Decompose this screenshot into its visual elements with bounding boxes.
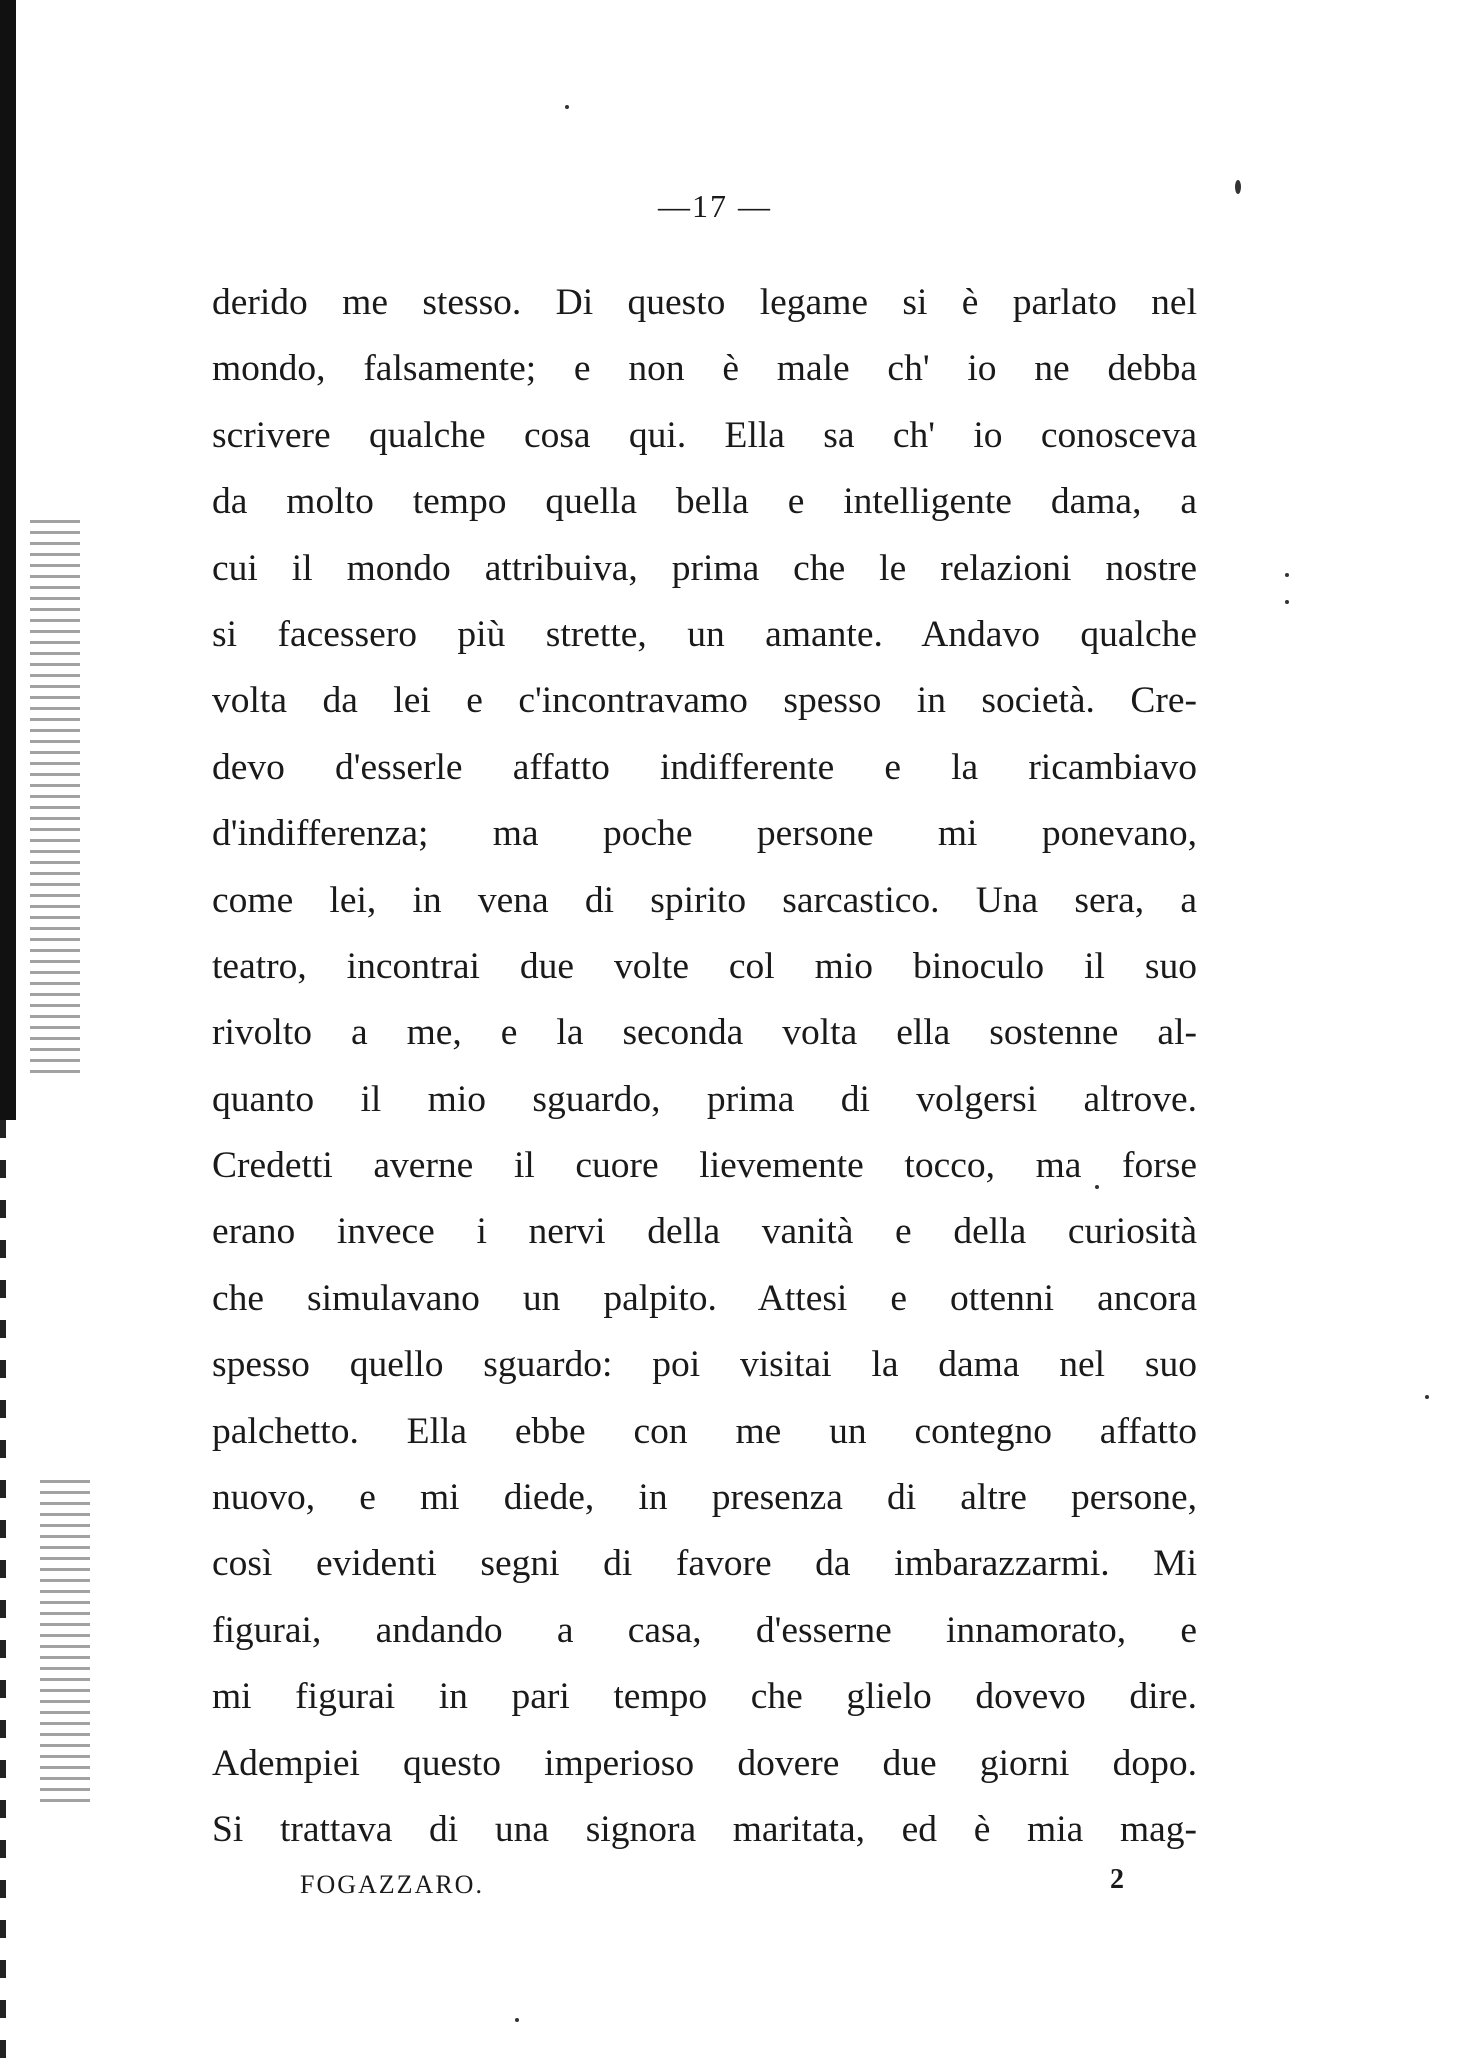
scan-speck	[1285, 573, 1289, 577]
text-line: che simulavano un palpito. Attesi e ottenni ancora	[212, 1277, 1197, 1319]
text-line: Credetti averne il cuore lievemente tocco, ma forse	[212, 1145, 1197, 1187]
text-line: figurai, andando a casa, d'esserne innamorato, e	[212, 1609, 1197, 1651]
page-number: —17 —	[658, 188, 772, 224]
signature-mark: 2	[1110, 1864, 1124, 1895]
text-line: palchetto. Ella ebbe con me un contegno affatto	[212, 1410, 1197, 1452]
text-line: Adempiei questo imperioso dovere due giorni dopo.	[212, 1742, 1197, 1784]
text-line: spesso quello sguardo: poi visitai la dama nel suo	[212, 1344, 1197, 1386]
text-line: nuovo, e mi diede, in presenza di altre persone,	[212, 1477, 1197, 1519]
binding-edge-lower	[0, 1120, 6, 2070]
text-line: derido me stesso. Di questo legame si è parlato nel	[212, 282, 1197, 323]
text-line: devo d'esserle affatto indifferente e la ricambiavo	[212, 746, 1197, 788]
text-line: si facessero più strette, un amante. Andavo qualche	[212, 613, 1197, 655]
scan-speck	[565, 105, 569, 109]
text-line: erano invece i nervi della vanità e della curiosità	[212, 1211, 1197, 1253]
text-line: teatro, incontrai due volte col mio binoculo il suo	[212, 945, 1197, 987]
text-line: quanto il mio sguardo, prima di volgersi altrove.	[212, 1078, 1197, 1120]
text-line: mondo, falsamente; e non è male ch' io ne debba	[212, 348, 1197, 390]
body-text	[212, 270, 1197, 1863]
text-line: come lei, in vena di spirito sarcastico. Una sera, a	[212, 879, 1197, 921]
scan-noise	[30, 520, 80, 1080]
scan-speck	[1425, 1395, 1429, 1399]
text-line: rivolto a me, e la seconda volta ella sostenne al-	[212, 1012, 1197, 1054]
text-line: Si trattava di una signora maritata, ed è mia mag-	[212, 1808, 1197, 1850]
scan-speck	[515, 2018, 519, 2022]
text-line: così evidenti segni di favore da imbarazzarmi. Mi	[212, 1543, 1197, 1585]
scan-noise	[40, 1480, 90, 1810]
scan-speck	[1235, 180, 1241, 194]
text-line: da molto tempo quella bella e intelligente dama, a	[212, 481, 1197, 523]
text-line: volta da lei e c'incontravamo spesso in società. Cre-	[212, 680, 1197, 722]
footer-author: FOGAZZARO.	[300, 1870, 484, 1899]
binding-edge	[0, 0, 16, 1120]
text-line: d'indifferenza; ma poche persone mi ponevano,	[212, 813, 1197, 855]
scan-speck	[1285, 600, 1289, 604]
text-line: scrivere qualche cosa qui. Ella sa ch' io conosceva	[212, 414, 1197, 456]
text-line: mi figurai in pari tempo che glielo dovevo dire.	[212, 1676, 1197, 1718]
text-line: cui il mondo attribuiva, prima che le relazioni nostre	[212, 547, 1197, 589]
